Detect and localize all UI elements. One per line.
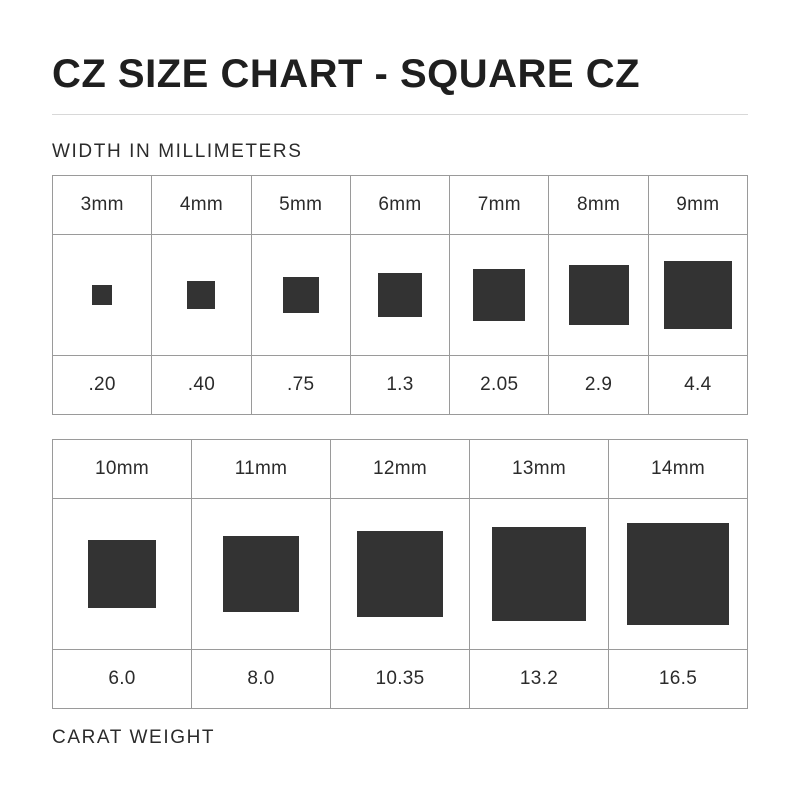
- square-gem-icon: [92, 285, 112, 305]
- gem-cell: [450, 235, 549, 356]
- gem-cell: [350, 235, 449, 356]
- carat-cell: .40: [152, 356, 251, 415]
- carat-cell: .20: [53, 356, 152, 415]
- square-gem-icon: [378, 273, 422, 317]
- gem-cell: [251, 235, 350, 356]
- carat-cell: 4.4: [648, 356, 747, 415]
- gem-cell: [549, 235, 648, 356]
- gem-cell: [152, 235, 251, 356]
- square-gem-icon: [664, 261, 732, 329]
- table-row: [53, 176, 748, 235]
- carat-cell: 8.0: [192, 650, 331, 709]
- gem-cell: [53, 499, 192, 650]
- carat-weight-label: CARAT WEIGHT: [52, 727, 216, 748]
- size-table-large: [52, 439, 748, 709]
- square-gem-icon: [627, 523, 729, 625]
- square-gem-icon: [569, 265, 629, 325]
- gem-cell: [609, 499, 748, 650]
- width-cell: 11mm: [192, 440, 331, 499]
- table-row: [53, 440, 748, 499]
- width-cell: 13mm: [470, 440, 609, 499]
- square-gem-icon: [88, 540, 156, 608]
- gem-cell: [470, 499, 609, 650]
- width-cell: 5mm: [251, 176, 350, 235]
- carat-cell: 16.5: [609, 650, 748, 709]
- table-gap: [52, 415, 748, 439]
- width-cell: 4mm: [152, 176, 251, 235]
- width-cell: 10mm: [53, 440, 192, 499]
- square-gem-icon: [357, 531, 443, 617]
- table-row: [53, 356, 748, 415]
- width-cell: 6mm: [350, 176, 449, 235]
- carat-cell: .75: [251, 356, 350, 415]
- width-cell: 7mm: [450, 176, 549, 235]
- gem-cell: [53, 235, 152, 356]
- carat-cell: 6.0: [53, 650, 192, 709]
- square-gem-icon: [473, 269, 525, 321]
- table-row: [53, 235, 748, 356]
- title-divider: [52, 114, 748, 115]
- square-gem-icon: [283, 277, 319, 313]
- gem-cell: [331, 499, 470, 650]
- width-label: WIDTH IN MILLIMETERS: [52, 141, 303, 162]
- square-gem-icon: [187, 281, 215, 309]
- table-row: [53, 499, 748, 650]
- width-cell: 9mm: [648, 176, 747, 235]
- carat-cell: 1.3: [350, 356, 449, 415]
- width-cell: 12mm: [331, 440, 470, 499]
- width-cell: 8mm: [549, 176, 648, 235]
- gem-cell: [192, 499, 331, 650]
- carat-cell: 2.9: [549, 356, 648, 415]
- gem-cell: [648, 235, 747, 356]
- square-gem-icon: [223, 536, 299, 612]
- square-gem-icon: [492, 527, 586, 621]
- table-row: [53, 650, 748, 709]
- size-table-small: [52, 175, 748, 415]
- carat-cell: 10.35: [331, 650, 470, 709]
- carat-cell: 2.05: [450, 356, 549, 415]
- carat-cell: 13.2: [470, 650, 609, 709]
- width-cell: 14mm: [609, 440, 748, 499]
- page-title: CZ SIZE CHART - SQUARE CZ: [52, 52, 641, 96]
- width-cell: 3mm: [53, 176, 152, 235]
